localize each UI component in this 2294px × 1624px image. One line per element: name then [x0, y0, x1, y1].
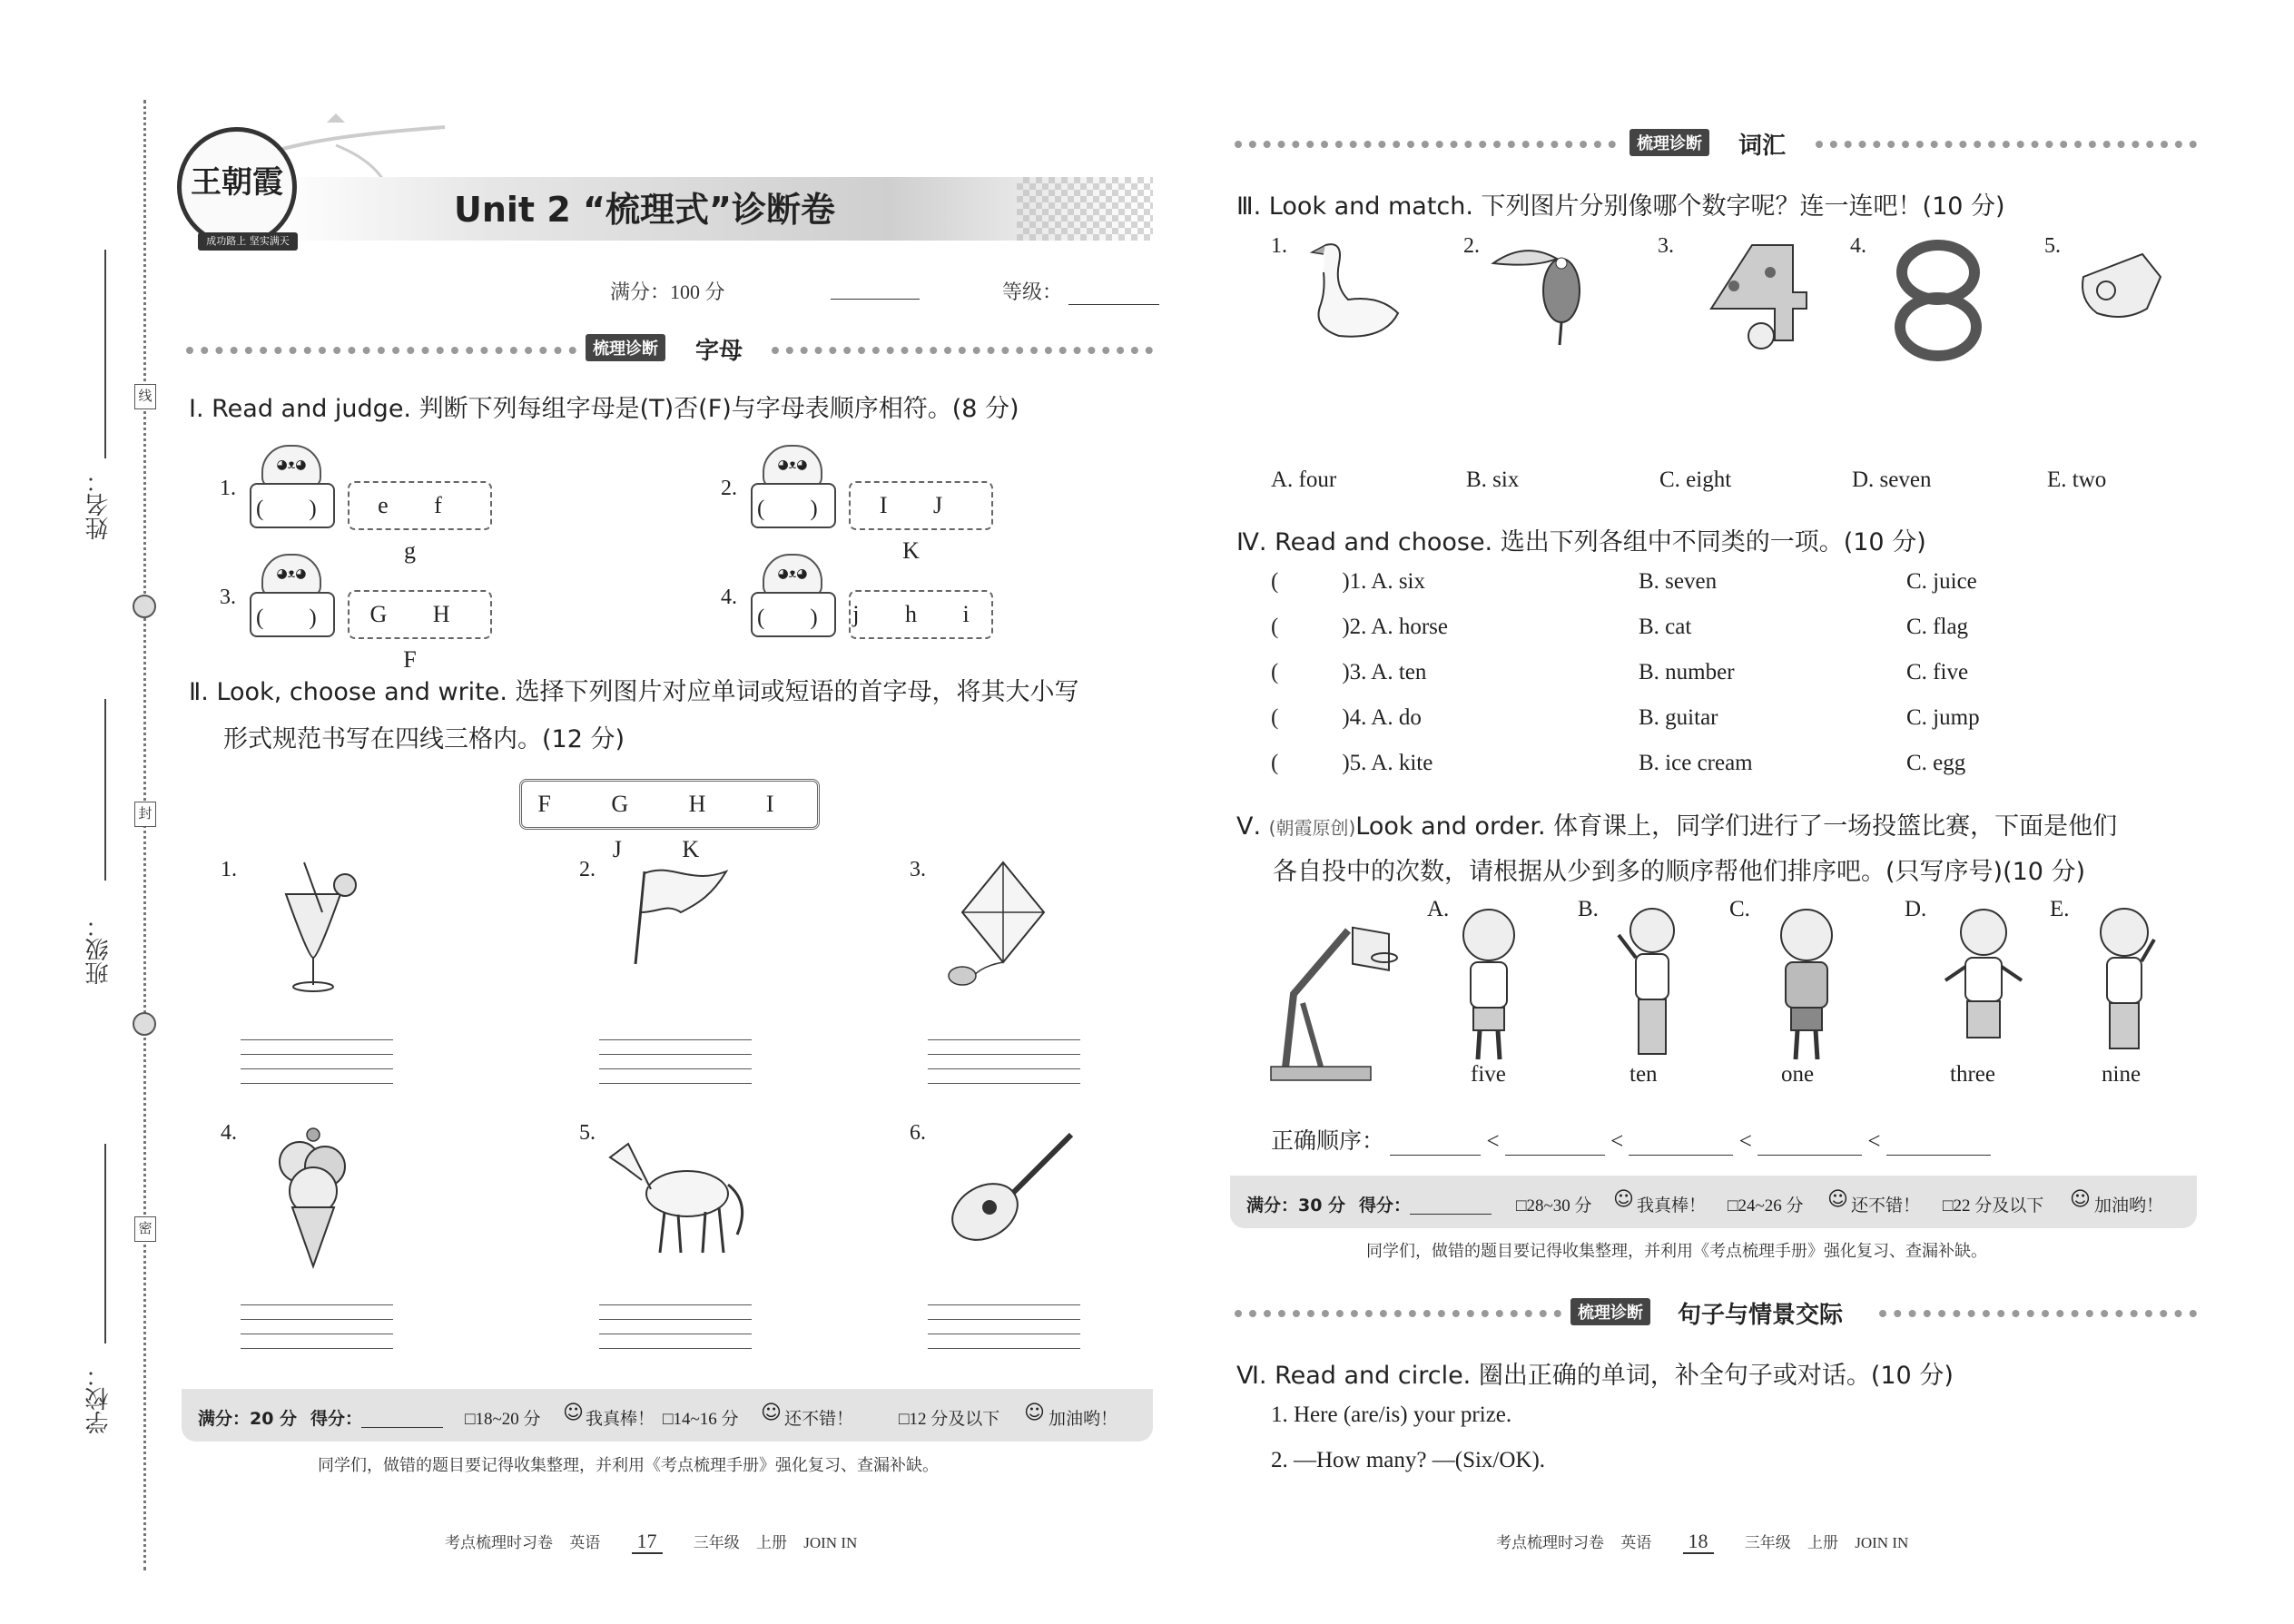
section-divider — [1879, 1310, 2197, 1317]
question-2-title-line1: Ⅱ. Look, choose and write. 选择下列图片对应单词或短语的首字母，将其大小写 — [189, 678, 1079, 706]
choice-a: )1. A. six — [1342, 569, 1426, 594]
section-divider — [1235, 1310, 1561, 1317]
full-score: 满分：100 分 — [610, 281, 725, 303]
choice-row — [1271, 751, 1433, 776]
book-name: 考点梳理时习卷 — [1496, 1534, 1604, 1551]
section-title: 词汇 — [1738, 133, 1787, 160]
boy-icon — [1766, 903, 1847, 1067]
rating-option-1[interactable]: □18~20 分 — [465, 1410, 541, 1429]
logo-text: 王朝霞 — [191, 164, 283, 201]
choice-b: B. seven — [1639, 569, 1718, 594]
right-score-bar — [1230, 1176, 2197, 1228]
rating-option-3[interactable]: □12 分及以下 — [899, 1410, 1000, 1429]
cat-icon: ◕ᴥ◕ — [261, 554, 321, 597]
logo-ribbon: 成功路上 坚实满天 — [198, 232, 298, 251]
four-line-grid[interactable] — [928, 1026, 1080, 1084]
question-4-title: Ⅳ. Read and choose. 选出下列各组中不同类的一项。(10 分) — [1236, 528, 1926, 556]
order-blank[interactable] — [1886, 1131, 1991, 1156]
kid-letter: D. — [1905, 897, 1927, 921]
binding-hole — [133, 1012, 156, 1036]
question-5-prefix: Ⅴ. — [1236, 812, 1269, 841]
choice-c: C. jump — [1906, 705, 1980, 730]
item-number: 3. — [910, 858, 926, 881]
name-line — [104, 250, 106, 458]
answer-paren: ( ) — [757, 497, 818, 521]
left-score-bar — [182, 1389, 1153, 1442]
page-number: 17 — [632, 1530, 663, 1554]
section-divider — [1816, 141, 2197, 148]
rating-text-1: 我真棒！ — [586, 1410, 655, 1429]
rating-text-3: 加油哟！ — [2094, 1196, 2164, 1216]
match-option: C. eight — [1659, 468, 1732, 492]
choice-b: B. number — [1639, 660, 1735, 684]
section-title: 句子与情景交际 — [1678, 1302, 1844, 1329]
cat-icon: ◕ᴥ◕ — [763, 554, 822, 597]
section-divider — [772, 347, 1153, 354]
section-divider — [1235, 141, 1616, 148]
book-name: 考点梳理时习卷 — [445, 1534, 553, 1551]
cat-icon: ◕ᴥ◕ — [763, 445, 822, 488]
rating-text-2: 还不错！ — [1851, 1196, 1921, 1216]
choice-c: C. egg — [1906, 751, 1966, 775]
item-number: 1. — [221, 858, 237, 881]
choice-blank[interactable]: ( — [1271, 751, 1279, 775]
match-option: E. two — [2047, 468, 2107, 492]
kid-count: five — [1471, 1062, 1506, 1087]
choice-c: C. flag — [1906, 615, 1969, 639]
rating-text-3: 加油哟！ — [1049, 1410, 1118, 1429]
order-label: 正确顺序： — [1271, 1129, 1385, 1154]
choice-c: C. five — [1906, 660, 1969, 684]
brand-logo — [177, 127, 297, 247]
binding-box-xian: 线 — [134, 384, 156, 409]
boy-icon — [1448, 903, 1530, 1067]
item-number: 4. — [721, 586, 737, 609]
horse-icon — [601, 1126, 755, 1262]
school-label: 学校： — [85, 1363, 113, 1434]
binding-box-feng: 封 — [134, 802, 156, 827]
choice-a: )5. A. kite — [1342, 751, 1433, 775]
kid-letter: A. — [1427, 897, 1450, 921]
four-line-grid[interactable] — [241, 1291, 393, 1349]
name-label: 姓名： — [85, 469, 113, 540]
section-score-label: 得分： — [310, 1409, 363, 1429]
subject: 英语 — [569, 1534, 601, 1551]
binding-dotted-line — [143, 100, 148, 1570]
grade: 三年级 — [1744, 1534, 1791, 1551]
title-checker — [1017, 177, 1153, 241]
flag-icon — [626, 862, 744, 971]
page-title: Unit 2 “梳理式”诊断卷 — [454, 190, 835, 230]
four-line-grid[interactable] — [599, 1026, 752, 1084]
edition: JOIN IN — [1855, 1534, 1909, 1551]
review-note: 同学们，做错的题目要记得收集整理，并利用《考点梳理手册》强化复习、查漏补缺。 — [318, 1456, 939, 1474]
letters-box: G H F — [348, 590, 492, 639]
kid-count: one — [1781, 1062, 1815, 1087]
item-number: 2. — [721, 477, 737, 500]
cat-icon: ◕ᴥ◕ — [261, 445, 321, 488]
rating-text-2: 还不错！ — [784, 1410, 854, 1429]
binding-hole — [133, 595, 156, 618]
choice-row — [1271, 660, 1426, 685]
section-score-blank[interactable] — [361, 1407, 443, 1428]
school-line — [104, 1144, 106, 1343]
rating-option-3[interactable]: □22 分及以下 — [1943, 1196, 2044, 1216]
smiley-icon: ☺ — [2070, 1188, 2091, 1211]
choice-a: )2. A. horse — [1342, 615, 1448, 639]
smiley-icon: ☺ — [761, 1402, 782, 1424]
juice-glass-icon — [259, 858, 368, 994]
answer-paren: ( ) — [256, 605, 317, 630]
swan-icon — [1298, 236, 1407, 354]
choice-b: B. cat — [1639, 615, 1692, 639]
question-3-title: Ⅲ. Look and match. 下列图片分别像哪个数字呢？连一连吧！(10 分) — [1236, 192, 2005, 221]
question-5-title-line2: 各自投中的次数，请根据从少到多的顺序帮他们排序吧。(只写序号)(10 分) — [1273, 858, 2086, 886]
smiley-icon: ☺ — [1613, 1188, 1634, 1211]
rings-icon — [1884, 236, 1993, 363]
review-note: 同学们，做错的题目要记得收集整理，并利用《考点梳理手册》强化复习、查漏补缺。 — [1366, 1242, 1987, 1260]
rating-option-2[interactable]: □24~26 分 — [1728, 1196, 1804, 1216]
item-number: 1. — [1271, 234, 1287, 258]
page-number: 18 — [1683, 1530, 1714, 1554]
kid-count: nine — [2102, 1062, 2141, 1087]
item-number: 2. — [579, 858, 596, 881]
four-line-grid[interactable] — [928, 1291, 1080, 1349]
class-line — [104, 699, 106, 881]
order-blank[interactable] — [1629, 1131, 1733, 1156]
item-number: 4. — [1850, 234, 1866, 258]
sentence-2: 2. —How many? —(Six/OK). — [1271, 1448, 1546, 1472]
order-blank[interactable] — [1390, 1131, 1481, 1156]
item-number: 4. — [221, 1121, 237, 1145]
order-row: 正确顺序： < < < < — [1271, 1123, 1991, 1156]
choice-a: )3. A. ten — [1342, 660, 1427, 684]
item-number: 3. — [220, 586, 236, 609]
grade: 三年级 — [693, 1534, 740, 1551]
smiley-icon: ☺ — [563, 1402, 584, 1424]
choice-b: B. guitar — [1639, 705, 1718, 730]
order-blank[interactable] — [1757, 1131, 1862, 1156]
match-option: A. four — [1271, 468, 1337, 492]
letter-options-box: F G H I J K — [519, 779, 820, 830]
letters-box: j h i — [849, 590, 993, 639]
item-number: 5. — [2044, 234, 2061, 258]
item-number: 6. — [910, 1121, 926, 1145]
section-score-label: 得分： — [1359, 1196, 1412, 1216]
letters-box: I J K — [849, 481, 993, 530]
question-5-title-line1: Look and order. 体育课上，同学们进行了一场投篮比赛，下面是他们 — [1355, 812, 2118, 841]
smiley-icon: ☺ — [1827, 1188, 1848, 1211]
choice-blank[interactable]: ( — [1271, 615, 1279, 639]
rating-option-1[interactable]: □28~30 分 — [1516, 1196, 1592, 1216]
question-2-title-line2: 形式规范书写在四线三格内。(12 分) — [223, 725, 625, 753]
section-score-blank[interactable] — [1410, 1194, 1492, 1215]
letters-box: e f g — [348, 481, 492, 530]
order-blank[interactable] — [1505, 1131, 1605, 1156]
answer-paren: ( ) — [256, 497, 317, 521]
edition: JOIN IN — [803, 1534, 858, 1551]
item-number: 2. — [1463, 234, 1480, 258]
four-line-grid[interactable] — [241, 1026, 393, 1084]
whistle-icon — [2070, 241, 2179, 331]
boy-icon — [2083, 903, 2165, 1067]
binding-box-mi: 密 — [134, 1216, 156, 1242]
kid-letter: C. — [1729, 897, 1750, 921]
sentence-1: 1. Here (are/is) your prize. — [1271, 1403, 1512, 1427]
choice-blank[interactable]: ( — [1271, 660, 1279, 684]
section-tag: 梳理诊断 — [586, 334, 665, 361]
choice-a: )4. A. do — [1342, 705, 1422, 730]
kite-icon — [940, 858, 1058, 994]
smiley-icon: ☺ — [1024, 1402, 1045, 1424]
kid-count: three — [1950, 1062, 1995, 1087]
toucan-icon — [1489, 236, 1598, 354]
choice-row — [1271, 705, 1422, 731]
match-option: B. six — [1466, 468, 1520, 492]
item-number: 3. — [1658, 234, 1674, 258]
four-line-grid[interactable] — [599, 1291, 752, 1349]
choice-blank[interactable]: ( — [1271, 705, 1279, 730]
choice-blank[interactable]: ( — [1271, 569, 1279, 594]
boy-icon — [1938, 903, 2029, 1067]
question-1-title: Ⅰ. Read and judge. 判断下列每组字母是(T)否(F)与字母表顺序相符。(8 分) — [189, 395, 1019, 423]
match-option: D. seven — [1852, 468, 1932, 492]
section-title: 字母 — [695, 338, 743, 365]
kid-count: ten — [1629, 1062, 1658, 1087]
section-tag: 梳理诊断 — [1629, 129, 1709, 156]
original-tag: (朝霞原创) — [1268, 817, 1356, 839]
kid-letter: E. — [2050, 897, 2070, 921]
answer-paren: ( ) — [757, 605, 818, 630]
item-number: 1. — [220, 477, 236, 500]
choice-row — [1271, 569, 1425, 595]
section-full-score: 满分：30 分 — [1246, 1196, 1346, 1216]
guitar-icon — [940, 1126, 1085, 1244]
term: 上册 — [1807, 1534, 1838, 1551]
section-full-score: 满分：20 分 — [198, 1409, 298, 1429]
choice-b: B. ice cream — [1639, 751, 1753, 775]
question-6-title: Ⅵ. Read and circle. 圈出正确的单词，补全句子或对话。(10 分) — [1236, 1362, 1954, 1390]
basketball-hoop-icon — [1266, 903, 1412, 1085]
rating-text-1: 我真棒！ — [1637, 1196, 1707, 1216]
kid-letter: B. — [1578, 897, 1599, 921]
choice-row — [1271, 615, 1448, 640]
choice-c: C. juice — [1906, 569, 1977, 594]
grade-blank[interactable] — [1068, 282, 1159, 305]
ice-cream-icon — [263, 1126, 363, 1271]
section-divider — [186, 347, 576, 354]
boy-icon — [1611, 903, 1693, 1067]
snake-number-icon — [1689, 236, 1816, 363]
term: 上册 — [756, 1534, 787, 1551]
score-blank[interactable] — [831, 277, 920, 300]
subject: 英语 — [1620, 1534, 1652, 1551]
item-number: 5. — [579, 1121, 596, 1145]
rating-option-2[interactable]: □14~16 分 — [663, 1410, 739, 1429]
section-tag: 梳理诊断 — [1570, 1298, 1650, 1325]
class-label: 班级： — [85, 914, 113, 985]
grade-label: 等级： — [1002, 281, 1063, 304]
